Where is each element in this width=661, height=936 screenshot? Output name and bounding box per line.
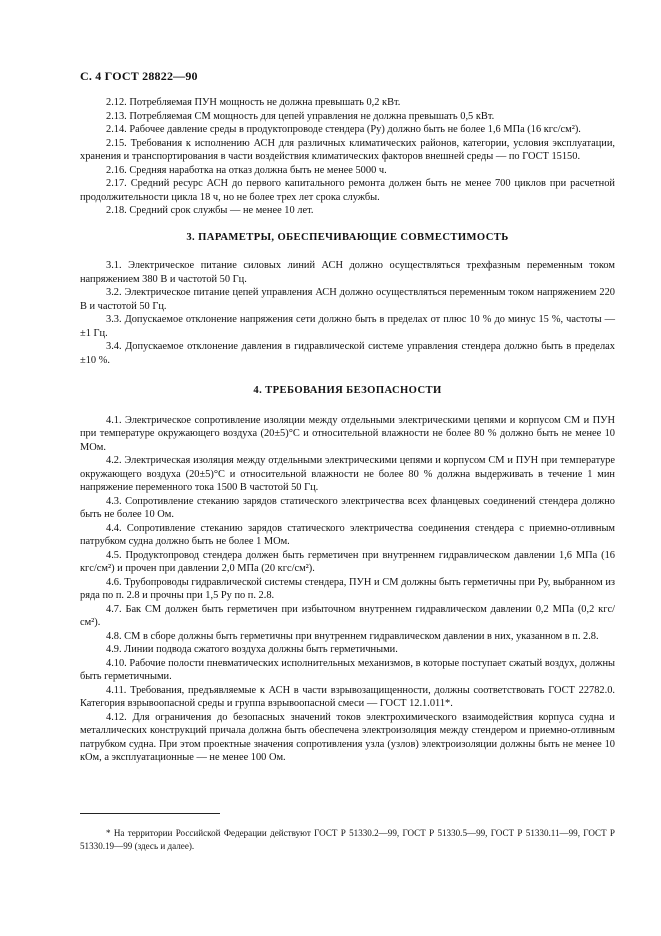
paragraph-4-4: 4.4. Сопротивление стеканию зарядов статического электричества соединения стендера с приемно-отливным патрубком судна должно быть не более 1 МОм. — [80, 522, 615, 547]
paragraph-4-11: 4.11. Требования, предъявляемые к АСН в части взрывозащищенности, должны соответствовать ГОСТ 22782.0. Категория взрывоопасной среды и группа взрывоопасной смеси — ГОСТ 12.1.011*. — [80, 684, 615, 709]
paragraph-3-1: 3.1. Электрическое питание силовых линий АСН должно осуществляться трехфазным переменным током напряжением 380 В и частотой 50 Гц. — [80, 260, 615, 285]
paragraph-4-8: 4.8. СМ в сборе должны быть герметичны при внутреннем гидравлическом давлении в них, указанном в п. 2.8. — [106, 630, 599, 642]
paragraph-4-3: 4.3. Сопротивление стеканию зарядов статического электричества всех фланцевых соединений стендера должно быть не более 10 Ом. — [80, 495, 615, 520]
paragraph-4-7: 4.7. Бак СМ должен быть герметичен при избыточном внутреннем гидравлическом давлении 0,2 МПа (0,2 кгс/см²). — [80, 603, 615, 628]
document-body — [80, 96, 615, 765]
paragraph-4-5: 4.5. Продуктопровод стендера должен быть герметичен при внутреннем гидравлическом давлении 1,6 МПа (16 кгс/см²) и прочен при давлении 2,0 МПа (20 кгс/см²). — [80, 549, 615, 574]
page-header: С. 4 ГОСТ 28822—90 — [80, 69, 198, 83]
paragraph-2-17: 2.17. Средний ресурс АСН до первого капитального ремонта должен быть не менее 700 циклов при расчетной продолжительности цикла 18 ч, но не более трех лет срока службы. — [80, 178, 615, 203]
paragraph-4-12: 4.12. Для ограничения до безопасных значений токов электрохимического взаимодействия корпуса судна и металлических конструкций причала должна быть обеспечена электроизоляция между стендером и приемно-отливным патрубком судна. При этом проектные значения сопротивления узла (узлов) электроизоляции должны быть не менее 10 кОм, а эксплуатационные — не менее 100 Ом. — [80, 711, 615, 763]
paragraph-2-15: 2.15. Требования к исполнению АСН для различных климатических районов, категории, условия эксплуатации, хранения и транспортирования в части воздействия климатических факторов внешней среды — по ГОСТ 15150. — [80, 137, 615, 162]
paragraph-2-14: 2.14. Рабочее давление среды в продуктопроводе стендера (Pу) должно быть не более 1,6 МПа (16 кгс/см²). — [106, 124, 581, 135]
paragraph-3-2: 3.2. Электрическое питание цепей управления АСН должно осуществляться переменным током напряжением 220 В и частотой 50 Гц. — [80, 287, 615, 312]
paragraph-3-4: 3.4. Допускаемое отклонение давления в гидравлической системе управления стендера должно быть в пределах ±10 %. — [80, 341, 615, 366]
paragraph-2-12: 2.12. Потребляемая ПУН мощность не должна превышать 0,2 кВт. — [106, 97, 401, 108]
footnote: * На территории Российской Федерации действуют ГОСТ Р 51330.2—99, ГОСТ Р 51330.5—99, ГОСТ Р 51330.11—99, ГОСТ Р 51330.19—99 (здесь и далее). — [80, 828, 615, 851]
paragraph-4-10: 4.10. Рабочие полости пневматических исполнительных механизмов, в которые поступает сжатый воздух, должны быть герметичными. — [80, 657, 615, 682]
footnote-divider — [80, 813, 220, 814]
section-4-heading: 4. ТРЕБОВАНИЯ БЕЗОПАСНОСТИ — [253, 385, 442, 396]
section-3-heading: 3. ПАРАМЕТРЫ, ОБЕСПЕЧИВАЮЩИЕ СОВМЕСТИМОСТЬ — [186, 231, 509, 243]
paragraph-4-6: 4.6. Трубопроводы гидравлической системы стендера, ПУН и СМ должны быть герметичны при Pу, выбранном из ряда по п. 2.8 и прочны при 1,5 Pу по п. 2.8. — [80, 576, 615, 601]
paragraph-3-3: 3.3. Допускаемое отклонение напряжения сети должно быть в пределах от плюс 10 % до минус 15 %, частоты — ±1 Гц. — [80, 314, 615, 339]
paragraph-2-18: 2.18. Средний срок службы — не менее 10 лет. — [106, 205, 314, 216]
paragraph-4-1: 4.1. Электрическое сопротивление изоляции между отдельными электрическими цепями и корпусом СМ и ПУН при температуре окружающего воздуха (20±5)°С и относительной влажности не более 80 % должно быть не менее 10 МОм. — [80, 414, 615, 453]
paragraph-4-2: 4.2. Электрическая изоляция между отдельными электрическими цепями и корпусом СМ и ПУН при температуре окружающего воздуха (20±5)°С и относительной влажности не более 80 % должна выдерживать в течение 1 мин напряжение переменного тока 1500 В частотой 50 Гц. — [80, 455, 615, 493]
paragraph-2-16: 2.16. Средняя наработка на отказ должна быть не менее 5000 ч. — [106, 164, 387, 176]
paragraph-2-13: 2.13. Потребляемая СМ мощность для цепей управления не должна превышать 0,5 кВт. — [106, 110, 495, 122]
paragraph-4-9: 4.9. Линии подвода сжатого воздуха должны быть герметичными. — [106, 644, 398, 655]
